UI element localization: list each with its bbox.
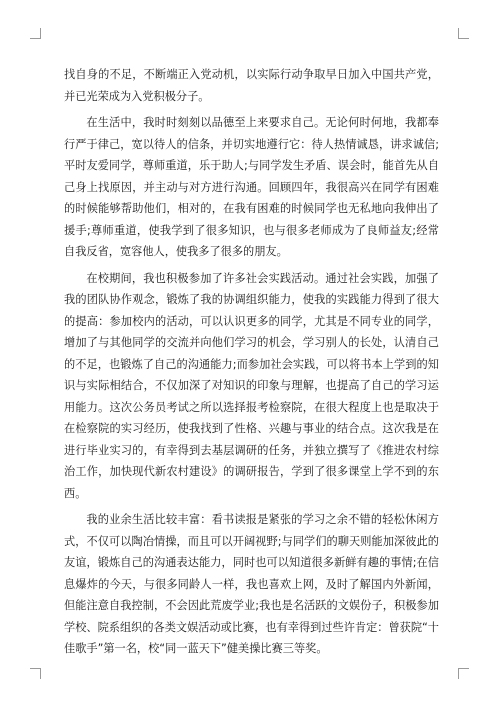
crop-mark-bottom-right [458,668,469,679]
document-body [64,64,439,660]
crop-mark-top-right [458,28,469,39]
paragraph-2: 在生活中，我时时刻刻以品德至上来要求自己。无论何时何地，我都奉行严于律己，宽以待人的信条，并切实地遵行它：待人热情诚恳，讲求诚信;平时友爱同学，尊师重道，乐于助人;与同学发生矛盾、误会时，能首先从自己身上找原因，并主动与对方进行沟通。回顾四年，我很高兴在同学有困难的时候能够帮助他们，相对的，在我有困难的时候同学也无私地向我伸出了援手;尊师重道，使我学到了很多知识，也与很多老师成为了良师益友;经常自我反省，宽容他人，使我多了很多的朋友。 [64,116,439,258]
crop-mark-bottom-left [30,668,41,679]
crop-mark-top-left [30,28,41,39]
paragraph-1: 找自身的不足，不断端正入党动机，以实际行动争取早日加入中国共产党，并已光荣成为入党积极分子。 [64,68,439,103]
paragraph-4: 我的业余生活比较丰富：看书读报是紧张的学习之余不错的轻松休闲方式，不仅可以陶冶情操，而且可以开阔视野;与同学们的聊天则能加深彼此的友谊，锻炼自己的沟通表达能力，同时也可以知道很多新鲜有趣的事情;在信息爆炸的今天，与很多同龄人一样，我也喜欢上网，及时了解国内外新闻，但能注意自我控制，不会因此荒废学业;我也是名活跃的文娱份子，积极参加学校、院系组织的各类文娱活动或比赛，也有幸得到过些许肯定：曾获院“十佳歌手”第一名，校“同一蓝天下”健美操比赛三等奖。 [64,513,439,655]
paragraph-3: 在校期间，我也积极参加了许多社会实践活动。通过社会实践，加强了我的团队协作观念，锻炼了我的协调组织能力，使我的实践能力得到了很大的提高：参加校内的活动，可以认识更多的同学，尤其是不同专业的同学，增加了与其他同学的交流并向他们学习的机会，学习别人的长处，认清自己的不足，也锻炼了自己的沟通能力;而参加社会实践，可以将书本上学到的知识与实际相结合，不仅加深了对知识的印象与理解，也提高了自己的学习运用能力。这次公务员考试之所以选择报考检察院，在很大程度上也是取决于在检察院的实习经历，使我找到了性格、兴趣与事业的结合点。这次我是在进行毕业实习的，有幸得到去基层调研的任务，并独立撰写了《推进农村综治工作，加快现代新农村建设》的调研报告，学到了很多课堂上学不到的东西。 [64,271,439,500]
